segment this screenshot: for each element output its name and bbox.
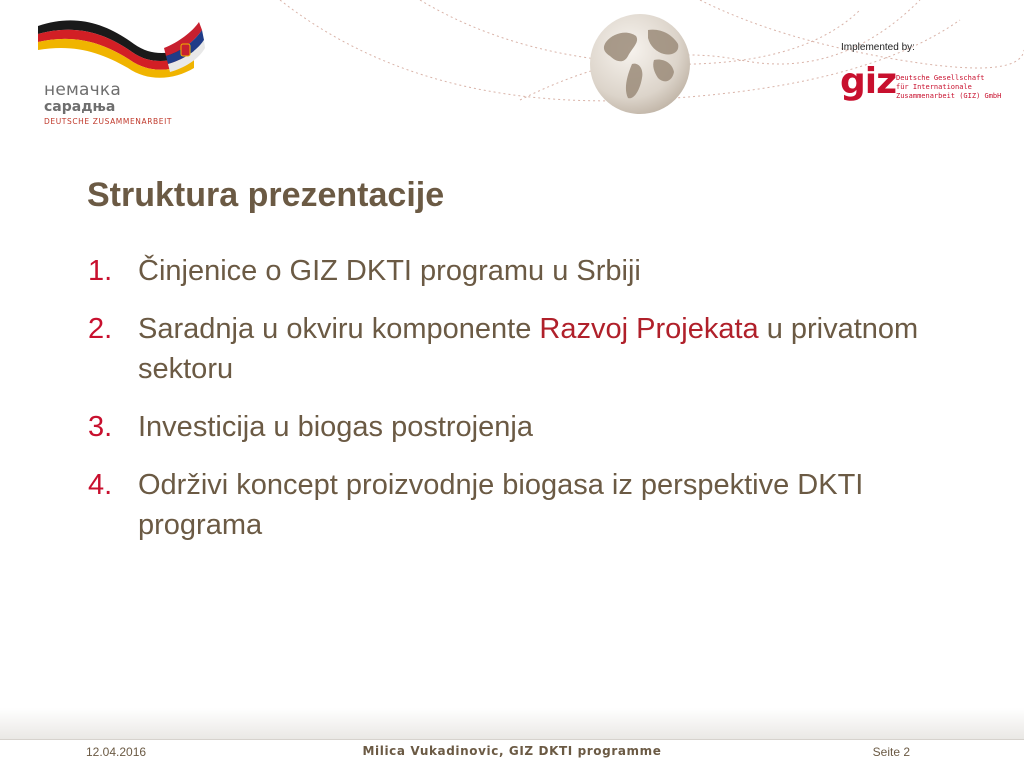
agenda-item-number: 2. — [88, 313, 113, 345]
agenda-item-number: 3. — [88, 411, 113, 443]
giz-logo — [840, 61, 1002, 110]
footer-shadow — [0, 708, 1024, 740]
agenda-item — [88, 251, 938, 291]
german-cooperation-logo — [34, 14, 209, 124]
highlighted-term: Razvoj Projekata — [539, 313, 759, 345]
flag-ribbon-icon — [34, 14, 209, 80]
logo-text-line3: DEUTSCHE ZUSAMMENARBEIT — [44, 117, 173, 126]
agenda-item-number: 1. — [88, 255, 113, 287]
slide-title: Struktura prezentacije — [87, 176, 445, 214]
giz-logo-text: Deutsche Gesellschaft für Internationale Zusammenarbeit (GIZ) GmbH — [896, 74, 1002, 100]
implemented-by-label: Implemented by: — [841, 42, 915, 53]
agenda-item-number: 4. — [88, 469, 113, 501]
globe-icon — [588, 12, 692, 116]
agenda-item — [88, 465, 938, 545]
footer-date: 12.04.2016 — [86, 745, 147, 759]
agenda-item-text: Saradnja u okviru komponente Razvoj Projekata u privatnom sektoru — [138, 313, 919, 385]
agenda-item — [88, 309, 938, 389]
agenda-item-text: Investicija u biogas postrojenja — [138, 411, 533, 443]
agenda-item-text: Održivi koncept proizvodnje biogasa iz perspektive DKTI programa — [138, 469, 864, 541]
footer-presenter: Milica Vukadinovic, GIZ DKTI programme — [362, 744, 662, 758]
slide-footer — [0, 740, 1024, 768]
giz-logo-mark: giz — [840, 61, 897, 102]
logo-text-line1: немачка — [44, 80, 121, 100]
footer-page-number: Seite 2 — [872, 745, 910, 759]
logo-text-line2: сарадња — [44, 99, 116, 115]
agenda-item — [88, 407, 938, 447]
agenda-item-text: Činjenice o GIZ DKTI programu u Srbiji — [138, 255, 641, 287]
agenda-list — [88, 251, 938, 563]
